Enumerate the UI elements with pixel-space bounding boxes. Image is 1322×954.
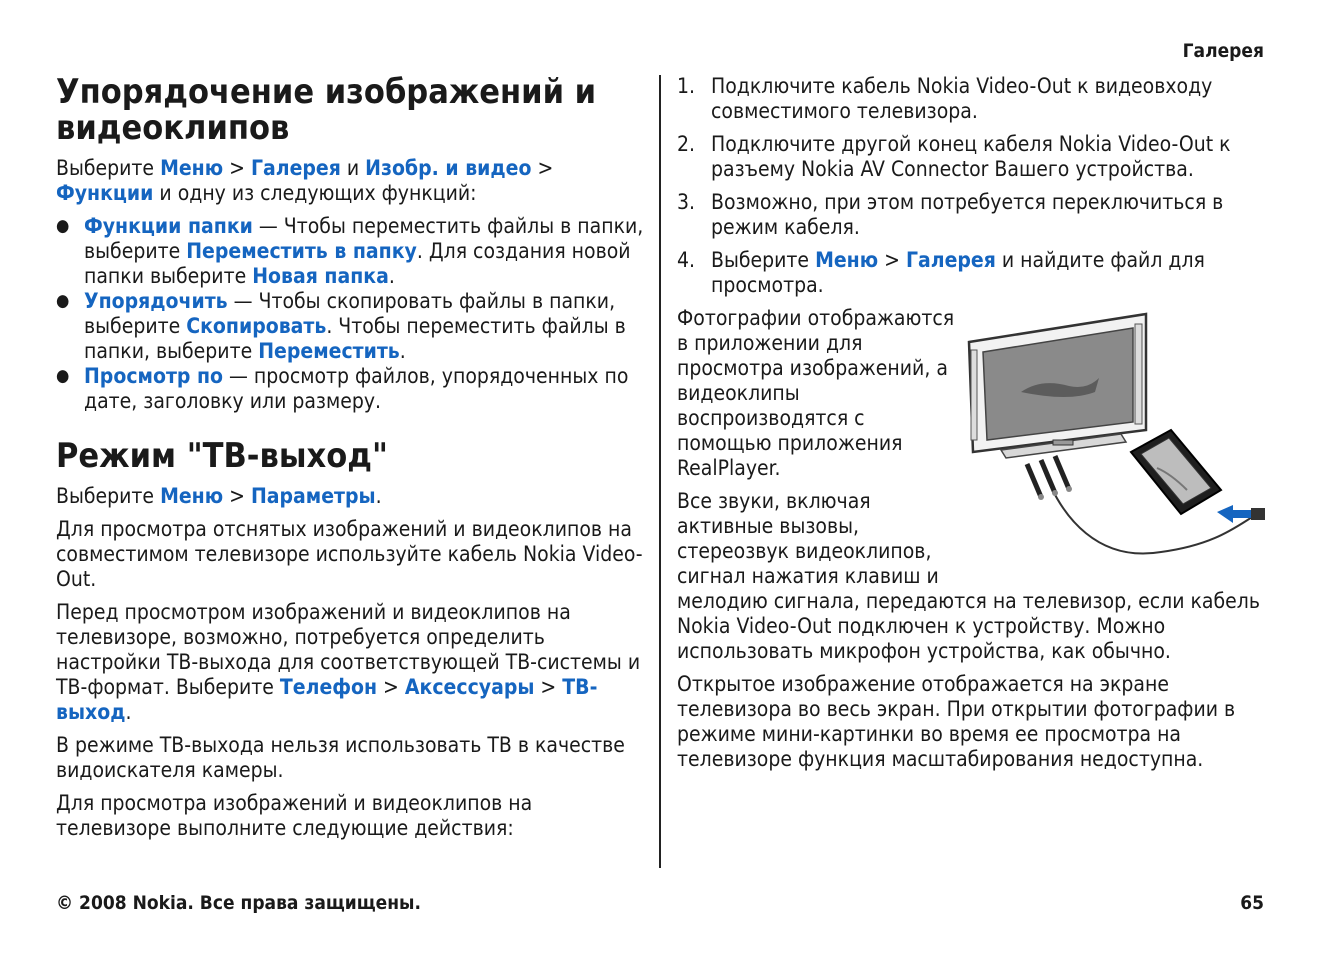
heading-tv-out: Режим "ТВ-выход" (56, 436, 388, 476)
kw-folder-functions: Функции папки (84, 214, 253, 238)
viewfinder-paragraph: В режиме ТВ-выхода нельзя использовать ТВ в качестве видоискателя камеры. (56, 733, 625, 782)
sep: > (878, 248, 906, 272)
section-header: Галерея (1182, 40, 1264, 62)
sep: > (223, 484, 251, 508)
kw-move: Переместить (258, 339, 400, 363)
text: Перед просмотром изображений и видеоклипов на телевизоре, возможно, потребуется определить настройки ТВ-выхода для соответствующей ТВ-системы и ТВ-формат. Выберите (56, 600, 641, 699)
connector-arrow-icon (1217, 505, 1265, 523)
steps-intro-paragraph: Для просмотра изображений и видеоклипов на телевизоре выполните следующие действия: (56, 791, 533, 840)
bullet-text: . (388, 264, 395, 288)
tv-out-cable-paragraph: Для просмотра отснятых изображений и видеоклипов на совместимом телевизоре используйте кабель Nokia Video-Out. (56, 517, 643, 591)
list-item (56, 364, 646, 414)
sep: > (531, 156, 554, 180)
left-column (56, 74, 646, 849)
step-text: и найдите файл для просмотра. (711, 248, 1205, 297)
kw-menu: Меню (160, 156, 224, 180)
rca-plugs-icon (1027, 456, 1072, 500)
tv-icon (969, 314, 1146, 458)
kw-new-folder: Новая папка (252, 264, 389, 288)
kw-copy: Скопировать (186, 314, 327, 338)
sep: > (377, 675, 405, 699)
intro-text-2: и (340, 156, 366, 180)
step-number: 1. (677, 74, 696, 98)
bullet-text: — просмотр файлов, упорядоченных по дате, заголовку или размеру. (84, 364, 629, 413)
step-number: 2. (677, 132, 696, 156)
kw-functions: Функции (56, 181, 154, 205)
intro-paragraph (56, 156, 646, 206)
function-list (56, 214, 646, 414)
intro-text-1: Выберите (56, 156, 161, 180)
sep: > (223, 156, 251, 180)
kw-menu: Меню (160, 484, 224, 508)
kw-organize: Упорядочить (84, 289, 228, 313)
fullscreen-paragraph: Открытое изображение отображается на экране телевизора во весь экран. При открытии фотографии в режиме мини-картинки во время ее просмотра на телевизоре функция масштабирования недоступна. (677, 672, 1236, 771)
bullet-text: . (399, 339, 406, 363)
kw-gallery: Галерея (250, 156, 341, 180)
list-item (56, 214, 646, 289)
kw-phone: Телефон (279, 675, 378, 699)
copyright: © 2008 Nokia. Все права защищены. (56, 892, 421, 914)
bullet-text: . Для создания новой папки выберите (84, 239, 631, 288)
step-number: 3. (677, 190, 696, 214)
intro-text-3: и одну из следующих функций: (153, 181, 477, 205)
phone-icon (1131, 430, 1221, 514)
step-text: Подключите другой конец кабеля Nokia Video-Out к разъему Nokia AV Connector Вашего устройства. (711, 132, 1231, 181)
list-item (677, 248, 1267, 298)
sounds-paragraph: Все звуки, включая активные вызовы, стереозвук видеоклипов, сигнал нажатия клавиш и мелодию сигнала, передаются на телевизор, если кабель Nokia Video-Out подключен к устройству. Можно использовать микрофон устройства, как обычно. (677, 489, 1260, 663)
page-number: 65 (1240, 892, 1264, 914)
photos-paragraph: Фотографии отображаются в приложении для просмотра изображений, а видеоклипы воспроизводятся с помощью приложения RealPlayer. (677, 306, 955, 480)
tv-phone-illustration (961, 312, 1281, 572)
bullet-text: . Чтобы переместить файлы в папки, выберите (84, 314, 626, 363)
kw-menu: Меню (815, 248, 879, 272)
list-item (677, 190, 1267, 240)
sep: > (534, 675, 563, 699)
tv-out-path (56, 484, 646, 509)
kw-accessories: Аксессуары (404, 675, 535, 699)
bullet-text: — Чтобы скопировать файлы в папки, выберите (84, 289, 616, 338)
kw-move-to-folder: Переместить в папку (186, 239, 417, 263)
kw-view-by: Просмотр по (84, 364, 224, 388)
step-text: Возможно, при этом потребуется переключиться в режим кабеля. (711, 190, 1224, 239)
column-divider (659, 75, 661, 868)
kw-gallery: Галерея (905, 248, 996, 272)
list-item (677, 132, 1267, 182)
step-text: Выберите (711, 248, 816, 272)
step-number: 4. (677, 248, 696, 272)
text: Выберите (56, 484, 161, 508)
bullet-text: — Чтобы переместить файлы в папки, выберите (84, 214, 644, 263)
kw-settings: Параметры (250, 484, 376, 508)
list-item (56, 289, 646, 364)
text: . (375, 484, 382, 508)
right-column (677, 74, 1267, 780)
steps-list (677, 74, 1267, 298)
list-item (677, 74, 1267, 124)
step-text: Подключите кабель Nokia Video-Out к видеовходу совместимого телевизора. (711, 74, 1213, 123)
kw-tv-out: ТВ-выход (56, 675, 598, 724)
text: . (125, 700, 132, 724)
kw-images-video: Изобр. и видео (365, 156, 532, 180)
tv-out-settings-paragraph (56, 600, 646, 725)
heading-organize: Упорядочение изображений и видеоклипов (56, 72, 597, 148)
